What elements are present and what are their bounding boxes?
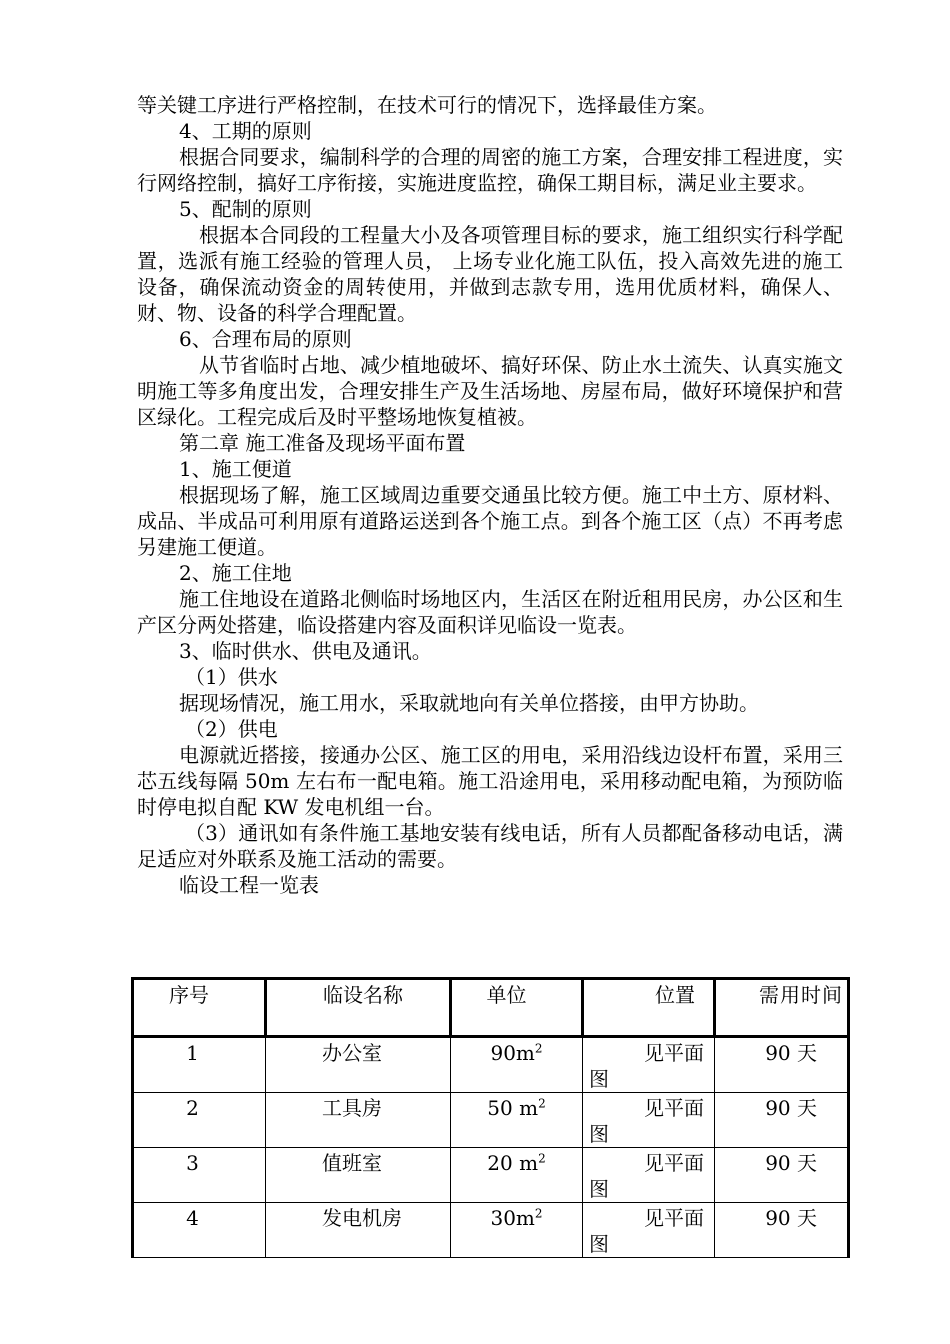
paragraph-text: 根据合同要求，编制科学的合理的周密的施工方案，合理安排工程进度，实行网络控制，搞好工序衔接，实施进度监控，确保工期目标，满足业主要求。 xyxy=(137,145,843,195)
cell-name: 值班室 xyxy=(266,1148,451,1203)
cell-position xyxy=(583,1093,715,1148)
header-cell-position: 位置 xyxy=(583,979,715,1037)
cell-no: 2 xyxy=(133,1093,266,1148)
cell-unit xyxy=(451,1148,583,1203)
cell-position xyxy=(583,1203,715,1258)
unit-superscript: 2 xyxy=(534,1206,543,1221)
document-body xyxy=(137,92,843,898)
section-heading: 2、施工住地 xyxy=(179,561,292,585)
position-line-2: 图 xyxy=(589,1177,609,1201)
header-cell-time: 需用时间 xyxy=(715,979,849,1037)
paragraph-text: 根据本合同段的工程量大小及各项管理目标的要求，施工组织实行科学配置，选派有施工经验的管理人员， 上场专业化施工队伍，投入高效先进的施工设备，确保流动资金的周转使用，并做到志款专用，选用优质材料，确保人、财、物、设备的科学合理配置。 xyxy=(137,223,843,325)
paragraph-text: 据现场情况，施工用水，采取就地向有关单位搭接，由甲方协助。 xyxy=(179,691,759,715)
header-cell-name: 临设名称 xyxy=(266,979,451,1037)
section-heading: 4、工期的原则 xyxy=(179,119,312,143)
paragraph-text: （3）通讯如有条件施工基地安装有线电话，所有人员都配备移动电话，满足适应对外联系及施工活动的需要。 xyxy=(137,821,843,871)
section-heading: 6、合理布局的原则 xyxy=(179,327,352,351)
table-row xyxy=(133,1093,849,1148)
paragraph-text: 根据现场了解，施工区域周边重要交通虽比较方便。施工中土方、原材料、成品、半成品可利用原有道路运送到各个施工点。到各个施工区（点）不再考虑另建施工便道。 xyxy=(137,483,843,559)
cell-unit xyxy=(451,1203,583,1258)
cell-unit xyxy=(451,1037,583,1093)
position-line-1: 见平面 xyxy=(644,1206,704,1230)
paragraph-text: 施工住地设在道路北侧临时场地区内，生活区在附近租用民房，办公区和生产区分两处搭建，临设搭建内容及面积详见临设一览表。 xyxy=(137,587,843,637)
subsection-heading: （1）供水 xyxy=(185,665,278,689)
position-line-2: 图 xyxy=(589,1122,609,1146)
header-cell-unit: 单位 xyxy=(451,979,583,1037)
cell-position xyxy=(583,1148,715,1203)
unit-superscript: 2 xyxy=(534,1041,543,1056)
unit-superscript: 2 xyxy=(538,1096,546,1111)
cell-name: 发电机房 xyxy=(266,1203,451,1258)
facilities-table xyxy=(131,977,850,1258)
position-line-1: 见平面 xyxy=(644,1151,704,1175)
section-heading: 1、施工便道 xyxy=(179,457,292,481)
table-header-row xyxy=(133,979,849,1037)
unit-value: 90m xyxy=(490,1041,535,1065)
cell-name: 办公室 xyxy=(266,1037,451,1093)
cell-time: 90 天 xyxy=(715,1148,849,1203)
position-line-2: 图 xyxy=(589,1232,609,1256)
cell-time: 90 天 xyxy=(715,1203,849,1258)
table-title: 临设工程一览表 xyxy=(179,873,319,897)
table-row xyxy=(133,1148,849,1203)
cell-no: 3 xyxy=(133,1148,266,1203)
section-heading: 3、临时供水、供电及通讯。 xyxy=(179,639,432,663)
cell-position xyxy=(583,1037,715,1093)
header-cell-no: 序号 xyxy=(133,979,266,1037)
cell-time: 90 天 xyxy=(715,1093,849,1148)
paragraph-text: 从节省临时占地、减少植地破坏、搞好环保、防止水土流失、认真实施文明施工等多角度出发，合理安排生产及生活场地、房屋布局，做好环境保护和营区绿化。工程完成后及时平整场地恢复植被。 xyxy=(137,353,843,429)
section-heading: 5、配制的原则 xyxy=(179,197,312,221)
table-row xyxy=(133,1037,849,1093)
cell-unit xyxy=(451,1093,583,1148)
cell-time: 90 天 xyxy=(715,1037,849,1093)
subsection-heading: （2）供电 xyxy=(185,717,278,741)
position-line-1: 见平面 xyxy=(644,1041,704,1065)
position-line-2: 图 xyxy=(589,1067,609,1091)
paragraph-text: 电源就近搭接，接通办公区、施工区的用电，采用沿线边设杆布置，采用三芯五线每隔 50m 左右布一配电箱。施工沿途用电，采用移动配电箱，为预防临时停电拟自配 KW 发电机组一台。 xyxy=(137,743,843,819)
unit-value: 50 m xyxy=(487,1096,539,1120)
unit-superscript: 2 xyxy=(538,1151,546,1166)
unit-value: 20 m xyxy=(487,1151,539,1175)
position-line-1: 见平面 xyxy=(644,1096,704,1120)
cell-no: 4 xyxy=(133,1203,266,1258)
cell-no: 1 xyxy=(133,1037,266,1093)
unit-value: 30m xyxy=(490,1206,535,1230)
paragraph-text: 等关键工序进行严格控制，在技术可行的情况下，选择最佳方案。 xyxy=(137,93,717,117)
table-row xyxy=(133,1203,849,1258)
cell-name: 工具房 xyxy=(266,1093,451,1148)
chapter-heading: 第二章 施工准备及现场平面布置 xyxy=(179,431,466,455)
